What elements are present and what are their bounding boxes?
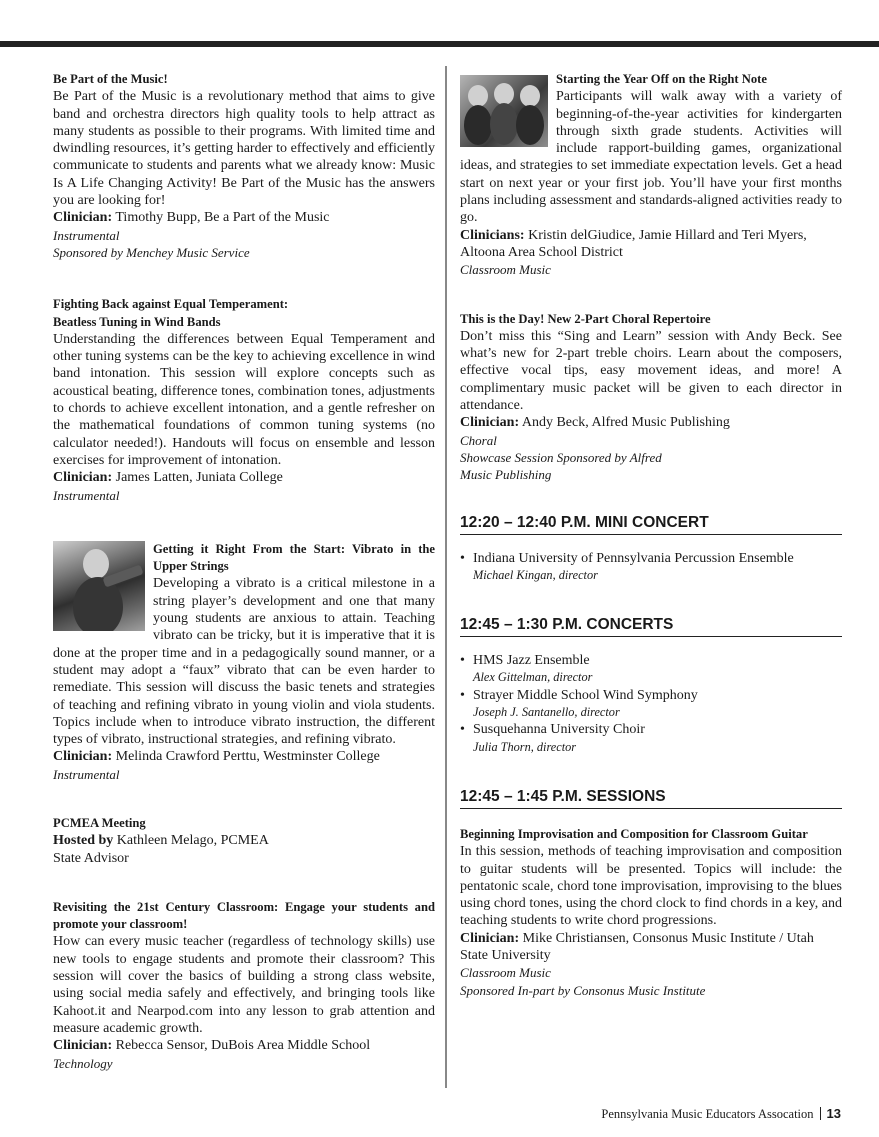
- session-title-line-2: Beatless Tuning in Wind Bands: [53, 314, 221, 329]
- session-sponsor: Sponsored In-part by Consonus Music Institute: [460, 982, 706, 998]
- ensemble-director: Alex Gittelman, director: [473, 670, 593, 685]
- clinician-name: Mike Christiansen, Consonus Music Institute / Utah State University: [460, 930, 814, 963]
- list-item: [460, 721, 842, 756]
- clinician-name: Melinda Crawford Perttu, Westminster College: [112, 749, 380, 765]
- session-starting-the-year: [460, 71, 842, 279]
- mini-concert-block: [460, 514, 842, 585]
- clinician-line: [53, 748, 435, 765]
- session-category: Instrumental: [53, 487, 120, 503]
- ensemble-name: HMS Jazz Ensemble: [473, 653, 590, 669]
- ensemble-name: Susquehanna University Choir: [473, 722, 645, 738]
- session-sponsor-line-1: Showcase Session Sponsored by Alfred: [460, 449, 662, 465]
- session-this-is-the-day: [460, 311, 842, 484]
- session-description: Be Part of the Music is a revolutionary method that aims to give band and orchestra directors high quality tools to help attract as many students as possible to their programs. With limited time and dwindling resources, it’s getting harder to effectively and efficiently communicate to students and parents what we already know: Music Is A Life Changing Activity! Be Part of the Music has the answers you are looking for!: [53, 89, 435, 209]
- page-footer: [601, 1106, 841, 1122]
- session-description: Participants will walk away with a variety of beginning-of-the-year activities for kindergarten through sixth grade students. Activities will include rapport-building games, organizational ideas, and strategies to set immediate expectation levels. Get a head start on next year or your first job. You’ll have your first months plans including assessment and standards-aligned activities ready to go.: [460, 89, 842, 226]
- bullet: •: [460, 550, 465, 566]
- left-column: [53, 71, 435, 1072]
- session-description: Developing a vibrato is a critical milestone in a string player’s development and one that many young students are anxious to attain. Teaching vibrato can be tricky, but it is imperative that it is done at the proper time and in a pedagogically sound manner, or a student may adopt a “faux” vibrato that can be even harder to remediate. This session will discuss the basic tenets and strategies of teaching and refining vibrato in young violin and viola students. Topics include when to introduce vibrato instruction, the different types of vibrato, instructional strategies, and refining vibrato.: [53, 576, 435, 748]
- concerts-list: [460, 652, 842, 756]
- session-category: Instrumental: [53, 766, 120, 782]
- list-item: [460, 550, 842, 585]
- session-description: How can every music teacher (regardless of technology skills) use new tools to engage students and promote their classroom? This session will cover the basics of building a strong class website, using social media safely and effectively, and bringing tools like Kahoot.it and Nearpod.com into any lesson to grab attention and measure academic growth.: [53, 934, 435, 1036]
- session-vibrato: [53, 541, 435, 783]
- ensemble-name: Strayer Middle School Wind Symphony: [473, 687, 698, 703]
- session-photo-violinist: [53, 541, 145, 631]
- clinician-label: Clinician:: [53, 749, 113, 765]
- ensemble-director: Joseph J. Santanello, director: [473, 705, 620, 720]
- sessions-block: [460, 788, 842, 999]
- clinician-name: Andy Beck, Alfred Music Publishing: [519, 415, 730, 431]
- top-rule: [0, 41, 879, 47]
- session-classroom-guitar: [460, 826, 842, 999]
- host-label: Hosted by: [53, 833, 114, 849]
- ensemble-director: Julia Thorn, director: [473, 739, 577, 754]
- clinician-label: Clinicians:: [460, 227, 525, 243]
- bullet: •: [460, 687, 465, 703]
- session-title-line-1: Fighting Back against Equal Temperament:: [53, 297, 289, 312]
- ensemble-director: Michael Kingan, director: [473, 567, 598, 582]
- clinician-name: Rebecca Sensor, DuBois Area Middle School: [112, 1038, 371, 1054]
- session-title: Be Part of the Music!: [53, 72, 168, 86]
- session-title: PCMEA Meeting: [53, 815, 146, 830]
- session-description: In this session, methods of teaching improvisation and composition to guitar students will be presented. Topics will include: the pentatonic scale, chord tone improvisation, improvising to the blues using chord tones, using the chord clock to find chords in a key, and teaching students to write chord progressions.: [460, 844, 842, 929]
- session-sponsor-line-2: Music Publishing: [460, 467, 552, 483]
- clinician-label: Clinician:: [460, 415, 520, 431]
- column-divider: [445, 66, 447, 1088]
- publication-name: Pennsylvania Music Educators Assocation: [601, 1107, 814, 1121]
- session-be-part-of-the-music: [53, 71, 435, 261]
- clinician-name: Timothy Bupp, Be a Part of the Music: [112, 210, 330, 226]
- clinician-line: [460, 930, 842, 965]
- clinician-name: Kristin delGiudice, Jamie Hillard and Teri Myers, Altoona Area School District: [460, 227, 807, 260]
- host-role: State Advisor: [53, 850, 129, 866]
- session-category: Instrumental: [53, 227, 120, 243]
- right-column: [460, 71, 842, 999]
- clinician-line: [53, 469, 435, 486]
- session-description: Understanding the differences between Equal Temperament and other tuning systems can be the key to achieving excellence in wind band intonation. This session will explore concepts such as acoustical beating, difference tones, combination tones, adjustments to chords to achieve excellent intonation, and a gentle refresher on the mathematical foundations of common tuning systems (no calculator needed!). Handouts will focus on ensemble and lesson exercises for improvement of intonation.: [53, 331, 435, 468]
- bullet: •: [460, 722, 465, 738]
- session-title: Starting the Year Off on the Right Note: [556, 72, 767, 86]
- session-category: Choral: [460, 432, 497, 448]
- clinician-label: Clinician:: [460, 930, 520, 946]
- ensemble-name: Indiana University of Pennsylvania Percussion Ensemble: [473, 550, 794, 566]
- concerts-block: [460, 616, 842, 756]
- list-item: [460, 687, 842, 722]
- session-category: Classroom Music: [460, 262, 551, 278]
- clinician-name: James Latten, Juniata College: [112, 470, 283, 486]
- session-title: Getting it Right From the Start: Vibrato in the Upper Strings: [153, 541, 435, 574]
- clinician-line: [460, 414, 842, 431]
- clinician-line: [53, 1037, 435, 1054]
- session-21st-century-classroom: [53, 899, 435, 1072]
- session-fighting-back: [53, 296, 435, 504]
- list-item: [460, 652, 842, 687]
- host-line: [53, 832, 435, 849]
- mini-concert-list: [460, 550, 842, 585]
- clinician-label: Clinician:: [53, 210, 113, 226]
- session-description: Don’t miss this “Sing and Learn” session with Andy Beck. See what’s new for 2-part treble choirs. Learn about the composers, effective vocal tips, easy movement ideas, and more! A complimentary music packet will be given to each director in attendance.: [460, 328, 842, 414]
- session-title: Revisiting the 21st Century Classroom: Engage your students and promote your classroom!: [53, 899, 435, 932]
- session-photo-clinicians: [460, 75, 548, 147]
- concerts-header: 12:45 – 1:30 P.M. CONCERTS: [460, 616, 842, 637]
- mini-concert-header: 12:20 – 12:40 P.M. MINI CONCERT: [460, 514, 842, 535]
- bullet: •: [460, 653, 465, 669]
- session-sponsor: Sponsored by Menchey Music Service: [53, 244, 250, 260]
- session-title: Beginning Improvisation and Composition for Classroom Guitar: [460, 826, 808, 841]
- clinician-label: Clinician:: [53, 1038, 113, 1054]
- clinician-label: Clinician:: [53, 470, 113, 486]
- clinician-line: [460, 227, 842, 262]
- page-number: 13: [826, 1106, 841, 1121]
- sessions-header: 12:45 – 1:45 P.M. SESSIONS: [460, 788, 842, 809]
- clinician-line: [53, 209, 435, 226]
- session-title: This is the Day! New 2-Part Choral Repertoire: [460, 311, 711, 326]
- session-category: Technology: [53, 1055, 113, 1071]
- host-name: Kathleen Melago, PCMEA: [113, 833, 269, 849]
- footer-separator: [820, 1107, 821, 1120]
- session-category: Classroom Music: [460, 965, 551, 981]
- session-pcmea-meeting: [53, 815, 435, 867]
